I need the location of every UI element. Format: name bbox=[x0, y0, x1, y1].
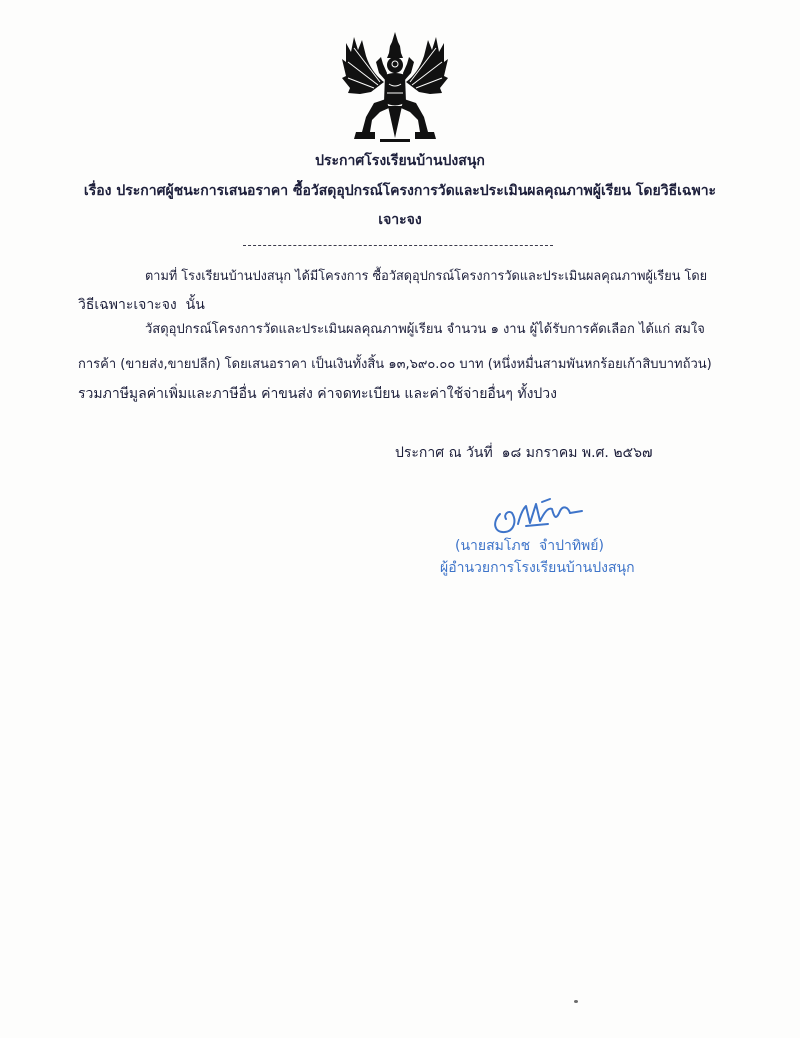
paper-speck bbox=[574, 1000, 578, 1003]
paragraph-2-line-1: วัสดุอุปกรณ์โครงการวัดและประเมินผลคุณภาพผู้เรียน จำนวน ๑ งาน ผู้ได้รับการคัดเลือก ได้แก่ สมใจ bbox=[145, 322, 705, 337]
paragraph-1-line-1: ตามที่ โรงเรียนบ้านปงสนุก ได้มีโครงการ ซื้อวัสดุอุปกรณ์โครงการวัดและประเมินผลคุณภาพผู้เรียน โดย bbox=[145, 269, 708, 284]
signatory-name: (นายสมโภช จำปาทิพย์) bbox=[455, 538, 604, 554]
signatory-position: ผู้อำนวยการโรงเรียนบ้านปงสนุก bbox=[440, 560, 635, 576]
garuda-emblem-icon bbox=[340, 32, 450, 144]
announcement-date: ประกาศ ณ วันที่ ๑๘ มกราคม พ.ศ. ๒๕๖๗ bbox=[395, 445, 653, 461]
paragraph-1-line-2: วิธีเฉพาะเจาะจง นั้น bbox=[78, 297, 205, 313]
subject-line-2: เจาะจง bbox=[378, 212, 422, 228]
paragraph-2-line-3: รวมภาษีมูลค่าเพิ่มและภาษีอื่น ค่าขนส่ง ค่าจดทะเบียน และค่าใช้จ่ายอื่นๆ ทั้งปวง bbox=[78, 386, 557, 402]
subject-line-1: เรื่อง ประกาศผู้ชนะการเสนอราคา ซื้อวัสดุอุปกรณ์โครงการวัดและประเมินผลคุณภาพผู้เรียน โดยวิธีเฉพาะ bbox=[83, 183, 717, 199]
paragraph-2-line-2: การค้า (ขายส่ง,ขายปลีก) โดยเสนอราคา เป็นเงินทั้งสิ้น ๑๓,๖๙๐.๐๐ บาท (หนึ่งหมื่นสามพันหกร้อยเก้าสิบบาทถ้วน) bbox=[78, 357, 712, 372]
announcement-title: ประกาศโรงเรียนบ้านปงสนุก bbox=[315, 153, 485, 169]
divider bbox=[243, 245, 553, 246]
signature-mark-icon bbox=[490, 494, 585, 536]
